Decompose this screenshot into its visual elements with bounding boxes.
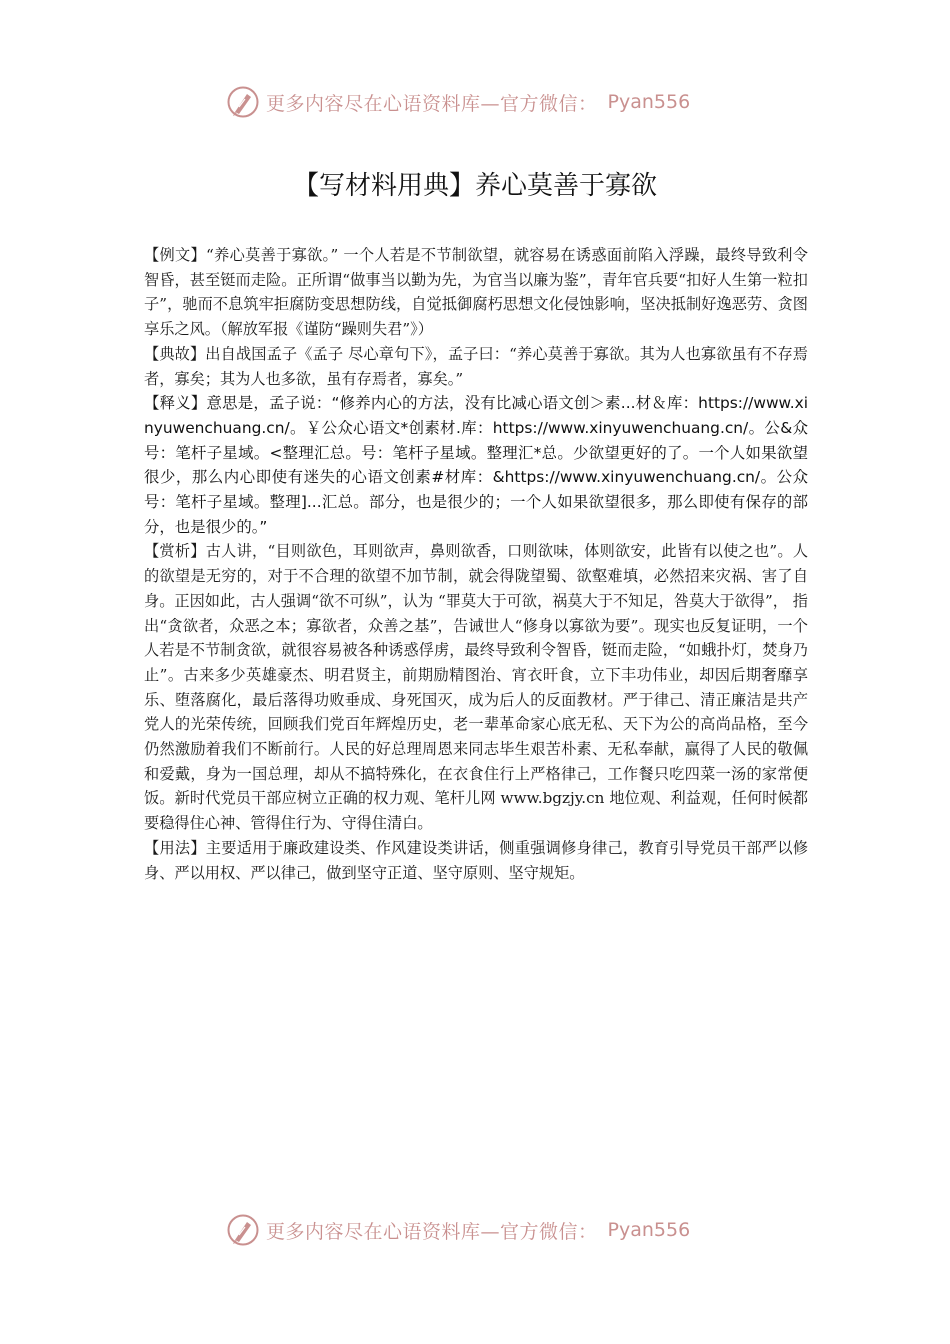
footer-wechat-id: Pyan556 [607, 1219, 691, 1241]
section-meaning [144, 391, 808, 539]
section-appreciation [144, 539, 808, 835]
fountain-pen-logo-icon [226, 85, 260, 119]
header-wechat-id: Pyan556 [607, 91, 691, 113]
section-label: 【典故】 [144, 344, 206, 363]
footer-banner-text: 更多内容尽在心语资料库—官方微信： [266, 1220, 598, 1243]
section-label: 【用法】 [144, 838, 206, 857]
header-banner-text: 更多内容尽在心语资料库—官方微信： [266, 92, 598, 115]
article-body [144, 243, 808, 885]
section-text: 意思是，孟子说：“修养内心的方法，没有比减心语文创＞素...材＆库：https://www.xinyuwenchuang.cn/。￥公众心语文*创素材.库：https://www.xinyuwenchuang.cn/。公&众号：笔杆子星域。<整理汇总。号：笔杆子星域。整理汇*总。少欲望更好的了。一个人如果欲望很少，那么内心即使有迷失的心语文创素#材库：&https://www.xinyuwenchuang.cn/。公众号：笔杆子星域。整理]...汇总。部分，也是很少的；一个人如果欲望很多，那么即使有保存的部分，也是很少的。” [144, 394, 808, 536]
section-text: 主要适用于廉政建设类、作风建设类讲话，侧重强调修身律己，教育引导党员干部严以修身、严以用权、严以律己，做到坚守正道、坚守原则、坚守规矩。 [144, 838, 809, 882]
section-label: 【释义】 [144, 394, 207, 413]
section-usage [144, 836, 808, 885]
section-allusion [144, 342, 808, 391]
page-title: 【写材料用典】养心莫善于寡欲 [292, 171, 657, 202]
section-example [144, 243, 808, 342]
header-banner [226, 82, 690, 122]
section-label: 【例文】 [144, 246, 206, 264]
fountain-pen-logo-icon [226, 1213, 260, 1247]
section-label: 【赏析】 [144, 542, 206, 561]
section-text: “养心莫善于寡欲。” 一个人若是不节制欲望，就容易在诱惑面前陷入浮躁，最终导致利令智昏，甚至铤而走险。正所谓“做事当以勤为先，为官当以廉为鉴”，青年官兵要“扣好人生第一粒扣子”，驰而不息筑牢拒腐防变思想防线，自觉抵御腐朽思想文化侵蚀影响，坚决抵制好逸恶劳、贪图享乐之风。（解放军报《谨防“躁则失君”》） [144, 246, 808, 339]
section-text: 古人讲，“目则欲色，耳则欲声，鼻则欲香，口则欲味，体则欲安，此皆有以使之也”。人的欲望是无穷的，对于不合理的欲望不加节制，就会得陇望蜀、欲壑难填，必然招来灾祸、害了自身。正因如此，古人强调“欲不可纵”，认为 “罪莫大于可欲，祸莫大于不知足，咎莫大于欲得”， 指出“贪欲者，众恶之本；寡欲者，众善之基”，告诫世人“修身以寡欲为要”。现实也反复证明，一个人若是不节制贪欲，就很容易被各种诱惑俘虏，最终导致利令智昏，铤而走险，“如蛾扑灯，焚身乃止”。古来多少英雄豪杰、明君贤主，前期励精图治、宵衣旰食，立下丰功伟业，却因后期奢靡享乐、堕落腐化，最后落得功败垂成、身死国灭，成为后人的反面教材。严于律己、清正廉洁是共产党人的光荣传统，回顾我们党百年辉煌历史，老一辈革命家心底无私、天下为公的高尚品格，至今仍然激励着我们不断前行。人民的好总理周恩来同志毕生艰苦朴素、无私奉献，赢得了人民的敬佩和爱戴，身为一国总理，却从不搞特殊化，在衣食住行上严格律己，工作餐只吃四菜一汤的家常便饭。新时代党员干部应树立正确的权力观、笔杆儿网 www.bgzjy.cn 地位观、利益观，任何时候都要稳得住心神、管得住行为、守得住清白。 [144, 542, 809, 833]
section-text: 出自战国孟子《孟子 尽心章句下》，孟子曰：“养心莫善于寡欲。其为人也寡欲虽有不存焉者，寡矣；其为人也多欲，虽有存焉者，寡矣。” [144, 344, 808, 388]
footer-banner [226, 1210, 690, 1250]
